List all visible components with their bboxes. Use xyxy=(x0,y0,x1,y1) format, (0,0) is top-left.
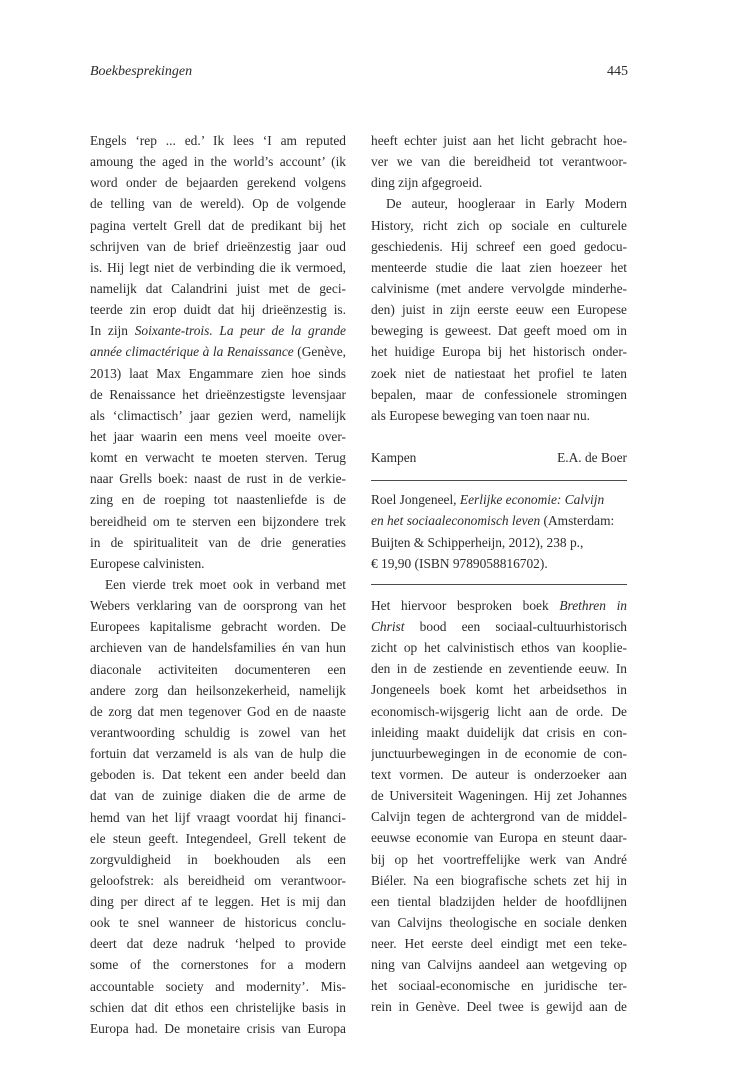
text-line: den in de zestiende en zeventiende eeuw. In xyxy=(371,661,627,677)
text-line: komt en verwacht te moeten sterven. Terug xyxy=(90,450,346,466)
section-divider xyxy=(371,480,627,481)
section-title: Boekbesprekingen xyxy=(90,64,193,79)
text-line: diaconale activiteiten documenteren een xyxy=(90,661,346,677)
text-line: fortuin dat verzameld is als van de hulp die xyxy=(90,746,346,762)
text-line: archieven van de handelsfamilies én van hun xyxy=(90,640,346,656)
text-line: geschiedenis. Hij schreef een goed gedocu- xyxy=(371,238,627,254)
right-column xyxy=(371,130,627,1018)
text-line: Europees kapitalisme gebracht worden. De xyxy=(90,619,346,635)
text-line: geboden is. Dat tekent een ander beeld dan xyxy=(90,767,346,783)
text-line: van Calvijns theologische en sociale denken xyxy=(371,914,627,930)
text-line: bepalen, maar de confessionele stromingen xyxy=(371,386,627,402)
text-line: 2013) laat Max Engammare zien hoe sinds xyxy=(90,365,346,381)
citation-title: Eerlijke economie: Calvijn xyxy=(459,492,605,508)
text-line: als ‘climactisch’ jaar gezien werd, namelijk xyxy=(90,407,346,423)
citation-line: Buijten & Schipperheijn, 2012), 238 p., xyxy=(371,534,584,550)
text-line: als Europese beweging van toen naar nu. xyxy=(371,407,591,423)
text-run: In zijn xyxy=(90,323,128,339)
text-line: menteerde studie die laat zien hoezeer het xyxy=(371,259,627,275)
text-line: accountable society and modernity’. Mis- xyxy=(90,978,346,994)
text-line: Europa had. De monetaire crisis van Europa xyxy=(90,1020,346,1036)
citation-title: en het sociaaleconomisch leven xyxy=(371,513,541,529)
text-line: heeft echter juist aan het licht gebracht hoe- xyxy=(371,133,627,148)
text-line: schrijven van de brief drieënzestig jaar oud xyxy=(90,238,346,254)
text-line: ook te snel wanneer de historicus conclu- xyxy=(90,915,346,931)
text-line: in de spiritualiteit van de drie generaties xyxy=(90,534,346,550)
text-line: verantwoording schuldig is zowel van het xyxy=(90,724,346,740)
text-line: andere zorg dan heilsonzekerheid, namelijk xyxy=(90,682,346,698)
text-line: History, richt zich op sociale en culturele xyxy=(371,217,627,233)
text-line: De auteur, hoogleraar in Early Modern xyxy=(386,196,627,212)
citation-author: Roel Jongeneel, xyxy=(371,492,457,508)
book-title-italic: année climactérique à la Renaissance xyxy=(90,344,294,360)
text-line: eeuwse economie van Europa en steunt daar- xyxy=(371,830,627,846)
text-line: Engels ‘rep ... ed.’ Ik lees ‘I am reputed xyxy=(90,133,346,148)
text-line: geloofstrek: als bereidheid om verantwoor- xyxy=(90,872,346,888)
blank-line xyxy=(371,426,627,447)
text-line: rein in Genève. Deel twee is gewijd aan de xyxy=(371,999,627,1015)
text-line: Jongeneels boek komt het arbeidsethos in xyxy=(371,682,627,698)
text-line: bij op het voortreffelijke werk van André xyxy=(371,851,627,867)
text-line: het jaar waarin een mens veel moeite over- xyxy=(90,428,346,444)
text-line: Webers verklaring van de oorsprong van het xyxy=(90,598,346,614)
text-line: namelijk dat Calandrini juist met de geci- xyxy=(90,280,346,296)
text-line: calvinisme (met andere vervolgde minderhe- xyxy=(371,280,627,296)
text-run: Het hiervoor besproken boek xyxy=(371,597,549,613)
text-line: hemd van het lijf vraagt voordat hij financi- xyxy=(90,809,346,825)
text-line: het sociaal-economische en juridische ter- xyxy=(371,978,627,994)
signature-place: Kampen xyxy=(371,450,417,466)
review-signature xyxy=(371,447,627,468)
page-number: 445 xyxy=(607,64,628,79)
text-line: het huidige Europa bij het historisch onder- xyxy=(371,344,627,360)
text-line xyxy=(371,616,627,637)
text-line: zicht op het calvinistisch ethos van kooplie- xyxy=(371,640,627,656)
text-line: ning van Calvijns aandeel aan wetgeving op xyxy=(371,957,627,973)
text-line: ver we van die bereidheid tot verantwoor- xyxy=(371,154,627,170)
text-line: neer. Het eerste deel eindigt met een teke- xyxy=(371,936,627,952)
text-line: de Universiteit Wageningen. Hij zet Johannes xyxy=(371,788,627,804)
book-title-italic: Christ xyxy=(371,618,405,634)
text-line: teerde zin erop duidt dat hij drieënzestig is. xyxy=(90,302,346,318)
text-line: text vormen. De auteur is onderzoeker aan xyxy=(371,766,627,782)
text-line: Biéler. Na een biografische schets zet hij in xyxy=(371,872,627,888)
text-line: inleiding maakt duidelijk dat crisis en con- xyxy=(371,724,627,740)
citation-line: € 19,90 (ISBN 9789058816702). xyxy=(371,555,548,571)
book-title-italic: Brethren in xyxy=(559,597,627,613)
text-line: is. Hij legt niet de verbinding die ik vermoed, xyxy=(90,259,346,275)
text-line: economisch-wijsgerig licht aan de orde. De xyxy=(371,703,627,719)
text-line: naar Grells boek: naast de rust in de verkie- xyxy=(90,471,346,487)
text-line: Calvijn tegen de achtergrond van de middel- xyxy=(371,809,627,825)
section-divider xyxy=(371,584,627,585)
text-line: de telling van de wereld). Op de volgende xyxy=(90,196,346,212)
text-line: Europese calvinisten. xyxy=(90,555,205,571)
text-line: zoek niet de natiestaat het profiel te laten xyxy=(371,365,627,381)
text-line: deert dat deze nadruk ‘helped to provide xyxy=(90,936,346,952)
citation-line xyxy=(371,489,627,510)
text-line: de Renaissance het drieënzestigste levensjaar xyxy=(90,386,346,402)
text-line xyxy=(371,595,627,616)
left-column xyxy=(90,130,346,1039)
text-line: word onder de bejaarden gerekend volgens xyxy=(90,175,346,191)
text-run: bood een sociaal-cultuurhistorisch xyxy=(419,618,627,634)
text-line: een tiental bladzijden helder de hoofdlijnen xyxy=(371,893,627,909)
text-line: den) juist in zijn eerste eeuw een Europese xyxy=(371,302,627,318)
text-line: de zorg dat men tegenover God en de naaste xyxy=(90,703,346,719)
citation-line xyxy=(371,510,627,531)
text-line: bereidheid om te sterven een bijzondere trek xyxy=(90,513,346,529)
text-line: junctuurbewegingen in de economie de con- xyxy=(371,745,627,761)
signature-author: E.A. de Boer xyxy=(557,450,627,466)
text-line: schien dat dit ethos een christelijke basis in xyxy=(90,999,346,1015)
text-line: zing en de roeping tot naastenliefde is de xyxy=(90,492,346,508)
text-line: ding zijn afgegroeid. xyxy=(371,175,483,191)
text-line: ele steun geeft. Integendeel, Grell tekent de xyxy=(90,830,346,846)
text-run: (Genève, xyxy=(297,344,346,360)
text-line: ding per direct af te leggen. Het is mij dan xyxy=(90,894,346,910)
text-line: pagina vertelt Grell dat de predikant bij het xyxy=(90,217,346,233)
text-line: zorgvuldigheid in boekhouden als een xyxy=(90,851,346,867)
text-line: amoung the aged in the world’s account’ (ik xyxy=(90,154,346,170)
book-citation xyxy=(371,489,627,574)
text-line: dat van de zuinige diaken die de arme de xyxy=(90,788,346,804)
text-line: Een vierde trek moet ook in verband met xyxy=(105,576,346,592)
text-line xyxy=(90,341,346,362)
citation-publisher: (Amsterdam: xyxy=(543,513,615,529)
text-line: some of the cornerstones for a modern xyxy=(90,957,346,973)
book-title-italic: Soixante-trois. La peur de la grande xyxy=(134,323,346,339)
text-line xyxy=(90,320,346,341)
text-line: beweging is geweest. Dat geeft moed om in xyxy=(371,323,627,339)
